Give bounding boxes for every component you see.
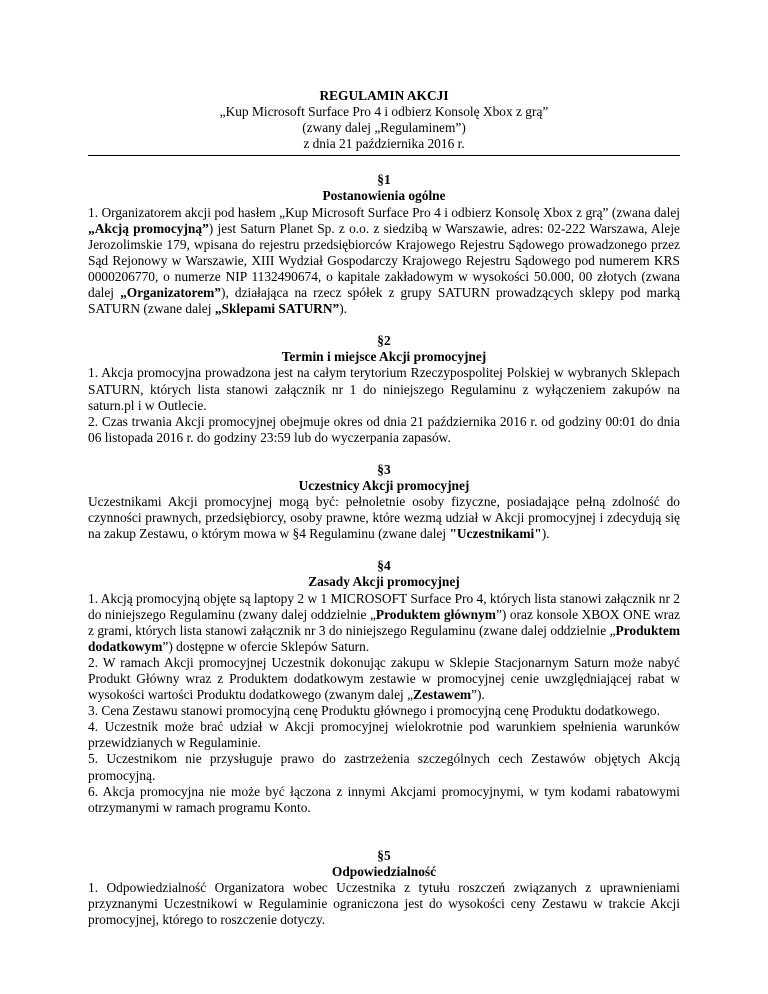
section-3-paragraph-1: Uczestnikami Akcji promocyjnej mogą być: pełnoletnie osoby fizyczne, posiadające pełną zdolność do czynności prawnych, przedsiębiorcy, osoby prawne, które wezmą udział w Akcji promocyjnej i zdecydują się na zakup Zestawu, o którym mowa w §4 Regulaminu (zwane dalej "Uczestnikami"). <box>88 494 680 542</box>
document-page <box>88 88 680 928</box>
section-4-paragraph-5: 5. Uczestnikom nie przysługuje prawo do zastrzeżenia szczególnych cech Zestawów objętych Akcją promocyjną. <box>88 751 680 783</box>
document-title: REGULAMIN AKCJI <box>319 88 449 103</box>
section-4-paragraph-6: 6. Akcja promocyjna nie może być łączona z innymi Akcjami promocyjnymi, w tym kodami rabatowymi otrzymanymi w ramach programu Konto. <box>88 783 680 815</box>
section-4-number: §4 <box>377 558 391 574</box>
section-2-paragraph-2: 2. Czas trwania Akcji promocyjnej obejmuje okres od dnia 21 października 2016 r. od godziny 00:01 do dnia 06 listopada 2016 r. do godziny 23:59 lub do wyczerpania zapasów. <box>88 413 680 445</box>
section-1-number: §1 <box>377 172 391 188</box>
section-4-paragraph-2: 2. W ramach Akcji promocyjnej Uczestnik dokonując zakupu w Sklepie Stacjonarnym Saturn może nabyć Produkt Główny wraz z Produktem dodatkowym zestawie w promocyjnej cenie uwzględniającej rabat w wysokości wartości Produktu dodatkowego (zwanym dalej „Zestawem”). <box>88 654 680 703</box>
section-2-paragraph-1: 1. Akcja promocyjna prowadzona jest na całym terytorium Rzeczypospolitej Polskiej w wybranych Sklepach SATURN, których lista stanowi załącznik nr 1 do niniejszego Regulaminu z wyłączeniem zakupów na saturn.pl i w Outlecie. <box>88 365 680 413</box>
section-2-number: §2 <box>377 333 391 349</box>
section-4-paragraph-4: 4. Uczestnik może brać udział w Akcji promocyjnej wielokrotnie pod warunkiem spełnienia warunków przewidzianych w Regulaminie. <box>88 719 680 751</box>
section-4-paragraph-1: 1. Akcją promocyjną objęte są laptopy 2 w 1 MICROSOFT Surface Pro 4, których lista stanowi załącznik nr 2 do niniejszego Regulaminu (zwany dalej oddzielnie „Produktem głównym”) oraz konsole XBOX ONE wraz z grami, których lista stanowi załącznik nr 3 do niniejszego Regulaminu (zwane dalej oddzielnie „Produktem dodatkowym”) dostępne w ofercie Sklepów Saturn. <box>88 590 680 654</box>
section-5-title: Odpowiedzialność <box>331 863 437 879</box>
promotion-name: „Kup Microsoft Surface Pro 4 i odbierz Konsolę Xbox z grą” <box>219 104 549 120</box>
section-5-paragraph-1: 1. Odpowiedzialność Organizatora wobec Uczestnika z tytułu roszczeń związanych z uprawnieniami przyznanymi Uczestnikowi w Regulaminie ograniczona jest do wysokości ceny Zestawu w trakcie Akcji promocyjnej, którego to roszczenie dotyczy. <box>88 880 680 928</box>
section-1-paragraph-1: 1. Organizatorem akcji pod hasłem „Kup Microsoft Surface Pro 4 i odbierz Konsolę Xbox z grą” (zwana dalej „Akcją promocyjną”) jest Saturn Planet Sp. z o.o. z siedzibą w Warszawie, adres: 02-222 Warszawa, Aleje Jerozolimskie 179, wpisana do rejestru przedsiębiorców Krajowego Rejestru Sądowego prowadzonego przez Sąd Rejonowy w Warszawie, XIII Wydział Gospodarczy Krajowego Rejestru Sądowego pod numerem KRS 0000206770, o numerze NIP 1132490674, o kapitale zakładowym w wysokości 50.000, 00 złotych (zwana dalej „Organizatorem”), działająca na rzecz spółek z grupy SATURN prowadzących sklepy pod marką SATURN (zwane dalej „Sklepami SATURN”). <box>88 204 680 317</box>
section-3-title: Uczestnicy Akcji promocyjnej <box>298 477 470 493</box>
section-3-number: §3 <box>377 461 391 477</box>
document-alias: (zwany dalej „Regulaminem”) <box>302 120 466 136</box>
section-5-number: §5 <box>377 847 391 863</box>
section-1-title: Postanowienia ogólne <box>322 188 446 204</box>
section-2-title: Termin i miejsce Akcji promocyjnej <box>281 349 487 365</box>
section-4-paragraph-3: 3. Cena Zestawu stanowi promocyjną cenę Produktu głównego i promocyjną cenę Produktu dodatkowego. <box>88 703 660 719</box>
section-4-title: Zasady Akcji promocyjnej <box>308 574 460 590</box>
document-date: z dnia 21 października 2016 r. <box>303 136 465 152</box>
